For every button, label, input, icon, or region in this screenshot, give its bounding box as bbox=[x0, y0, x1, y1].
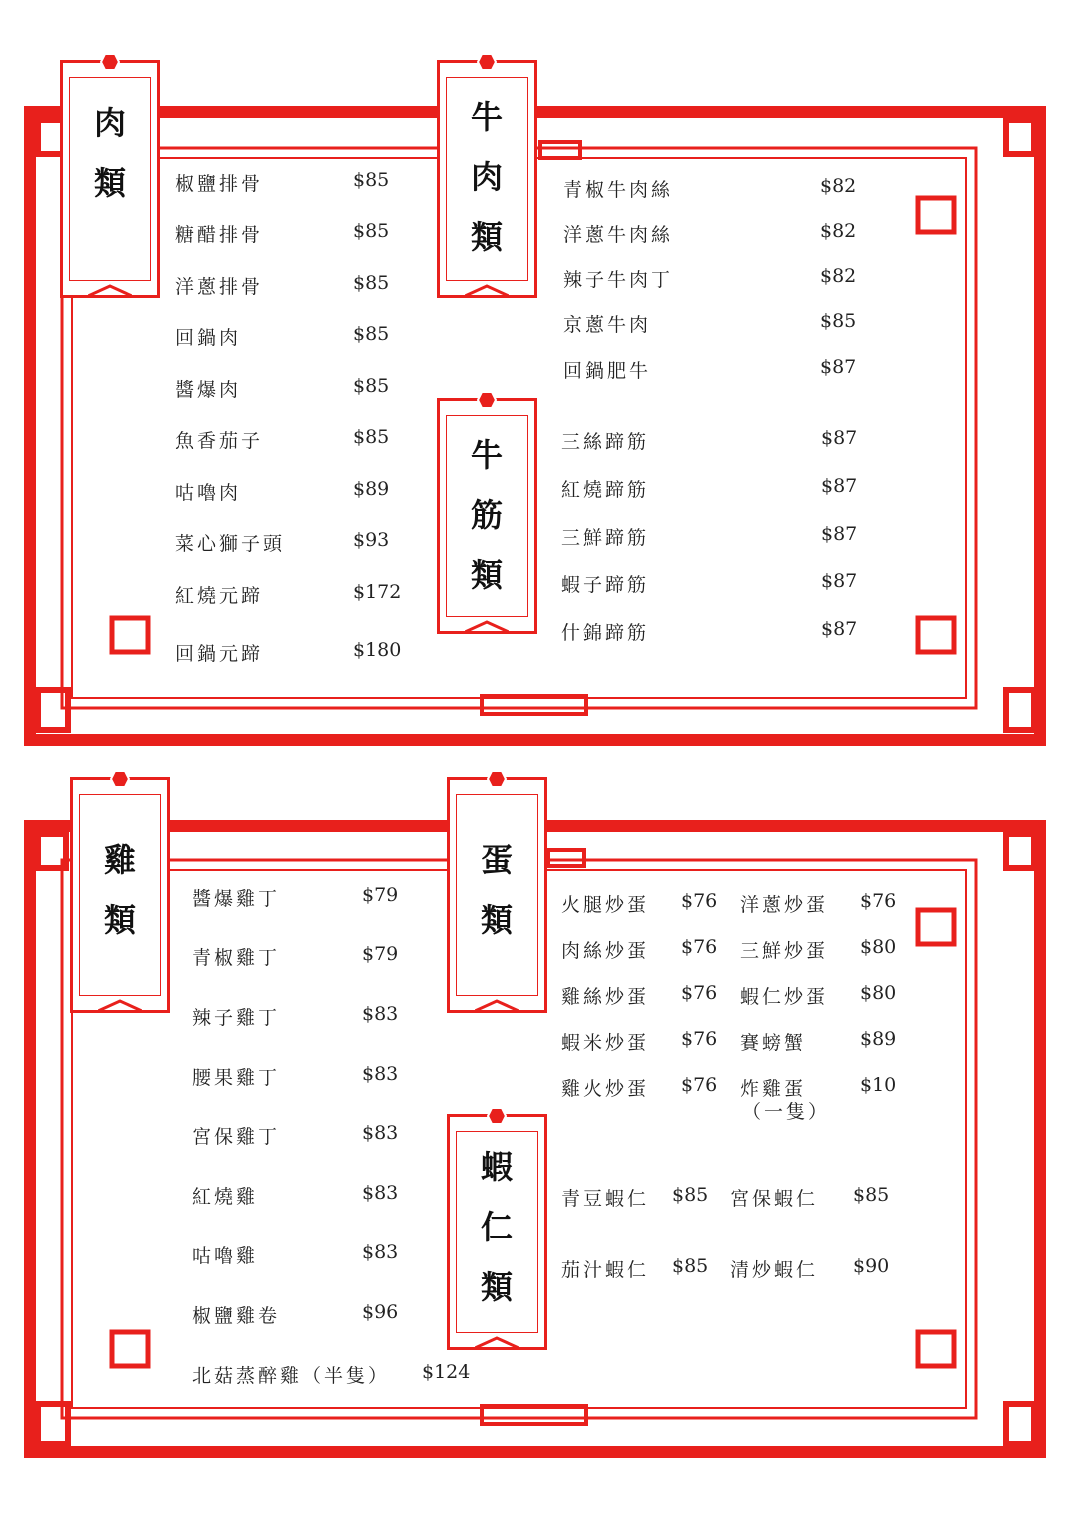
menu-item-price: $87 bbox=[821, 523, 858, 545]
menu-item-name: 紅燒蹄筋 bbox=[561, 479, 650, 501]
menu-item-price: $82 bbox=[820, 220, 857, 242]
notch-ornament-icon bbox=[475, 1336, 519, 1350]
menu-item-name: 菜心獅子頭 bbox=[175, 533, 286, 555]
menu-item-price: $83 bbox=[362, 1122, 399, 1144]
gem-ornament-icon bbox=[477, 52, 497, 72]
menu-item-name: 洋蔥炒蛋 bbox=[740, 894, 829, 916]
menu-item-name: 椒鹽排骨 bbox=[175, 173, 264, 195]
menu-item-name: 三絲蹄筋 bbox=[561, 431, 650, 453]
menu-item-price: $180 bbox=[353, 639, 402, 661]
menu-item-name: 清炒蝦仁 bbox=[730, 1259, 819, 1281]
tendon-category-tag bbox=[437, 398, 537, 634]
chicken-category-title: 雞 類 bbox=[103, 841, 136, 939]
menu-item-name: 醬爆肉 bbox=[175, 379, 242, 401]
menu-item-price: $76 bbox=[681, 890, 718, 912]
menu-item-name: 辣子牛肉丁 bbox=[563, 269, 674, 291]
menu-item-name: 洋蔥牛肉絲 bbox=[563, 224, 674, 246]
menu-item-price: $87 bbox=[821, 570, 858, 592]
menu-item-price: $85 bbox=[820, 310, 857, 332]
menu-item-name: 蝦仁炒蛋 bbox=[740, 986, 829, 1008]
menu-item-name: 火腿炒蛋 bbox=[561, 894, 650, 916]
menu-item-name: 醬爆雞丁 bbox=[192, 888, 281, 910]
menu-item-price: $87 bbox=[820, 356, 857, 378]
gem-ornament-icon bbox=[110, 769, 130, 789]
egg-category-title: 蛋 類 bbox=[480, 841, 513, 939]
chicken-category-tag bbox=[70, 777, 170, 1013]
notch-ornament-icon bbox=[465, 284, 509, 298]
menu-item-price: $87 bbox=[821, 475, 858, 497]
menu-item-name: 肉絲炒蛋 bbox=[561, 940, 650, 962]
menu-item-note: （一隻） bbox=[742, 1101, 831, 1123]
menu-item-name: 咕嚕雞 bbox=[192, 1245, 259, 1267]
menu-item-name: 雞火炒蛋 bbox=[561, 1078, 650, 1100]
menu-item-price: $85 bbox=[353, 272, 390, 294]
menu-item-name: 京蔥牛肉 bbox=[563, 314, 652, 336]
menu-item-price: $82 bbox=[820, 265, 857, 287]
menu-item-price: $76 bbox=[681, 1074, 718, 1096]
menu-item-price: $96 bbox=[362, 1301, 399, 1323]
menu-item-name: 糖醋排骨 bbox=[175, 224, 264, 246]
menu-item-name: 咕嚕肉 bbox=[175, 482, 242, 504]
menu-item-price: $76 bbox=[860, 890, 897, 912]
tendon-category-title: 牛 筋 類 bbox=[470, 436, 503, 594]
menu-item-price: $90 bbox=[853, 1255, 890, 1277]
menu-item-price: $85 bbox=[353, 426, 390, 448]
menu-item-name: 回鍋肥牛 bbox=[563, 360, 652, 382]
meat-category-title: 肉 類 bbox=[93, 104, 126, 202]
menu-item-name: 三鮮炒蛋 bbox=[740, 940, 829, 962]
menu-item-price: $76 bbox=[681, 936, 718, 958]
menu-item-price: $76 bbox=[681, 982, 718, 1004]
gem-ornament-icon bbox=[477, 390, 497, 410]
menu-item-price: $85 bbox=[853, 1184, 890, 1206]
menu-item-price: $83 bbox=[362, 1241, 399, 1263]
menu-item-price: $89 bbox=[353, 478, 390, 500]
beef-category-title: 牛 肉 類 bbox=[470, 98, 503, 256]
menu-item-price: $87 bbox=[821, 618, 858, 640]
menu-item-price: $83 bbox=[362, 1063, 399, 1085]
menu-item-name: 宮保蝦仁 bbox=[730, 1188, 819, 1210]
notch-ornament-icon bbox=[98, 999, 142, 1013]
menu-item-price: $124 bbox=[422, 1361, 471, 1383]
menu-item-price: $79 bbox=[362, 943, 399, 965]
menu-item-name: 三鮮蹄筋 bbox=[561, 527, 650, 549]
menu-item-name: 宮保雞丁 bbox=[192, 1126, 281, 1148]
beef-category-tag bbox=[437, 60, 537, 298]
menu-item-name: 蝦米炒蛋 bbox=[561, 1032, 650, 1054]
menu-item-name: 什錦蹄筋 bbox=[561, 622, 650, 644]
menu-item-name: 茄汁蝦仁 bbox=[561, 1259, 650, 1281]
menu-item-name: 青椒雞丁 bbox=[192, 947, 281, 969]
menu-item-price: $85 bbox=[353, 220, 390, 242]
menu-item-price: $82 bbox=[820, 175, 857, 197]
egg-category-tag bbox=[447, 777, 547, 1013]
menu-item-price: $85 bbox=[353, 375, 390, 397]
menu-item-price: $87 bbox=[821, 427, 858, 449]
shrimp-category-title: 蝦 仁 類 bbox=[480, 1148, 513, 1306]
menu-item-name: 賽螃蟹 bbox=[740, 1032, 807, 1054]
menu-item-name: 北菇蒸醉雞（半隻） bbox=[192, 1365, 391, 1387]
notch-ornament-icon bbox=[475, 999, 519, 1013]
menu-item-price: $172 bbox=[353, 581, 402, 603]
menu-item-price: $85 bbox=[353, 169, 390, 191]
menu-item-name: 辣子雞丁 bbox=[192, 1007, 281, 1029]
menu-item-name: 回鍋肉 bbox=[175, 327, 242, 349]
menu-item-price: $85 bbox=[672, 1184, 709, 1206]
menu-item-price: $79 bbox=[362, 884, 399, 906]
notch-ornament-icon bbox=[465, 620, 509, 634]
menu-item-price: $10 bbox=[860, 1074, 897, 1096]
menu-item-name: 青椒牛肉絲 bbox=[563, 179, 674, 201]
menu-item-price: $85 bbox=[353, 323, 390, 345]
menu-item-name: 魚香茄子 bbox=[175, 430, 264, 452]
menu-item-name: 腰果雞丁 bbox=[192, 1067, 281, 1089]
menu-item-price: $80 bbox=[860, 982, 897, 1004]
menu-item-name: 雞絲炒蛋 bbox=[561, 986, 650, 1008]
menu-item-name: 紅燒元蹄 bbox=[175, 585, 264, 607]
menu-item-price: $76 bbox=[681, 1028, 718, 1050]
menu-item-price: $93 bbox=[353, 529, 390, 551]
notch-ornament-icon bbox=[88, 284, 132, 298]
menu-item-name: 洋蔥排骨 bbox=[175, 276, 264, 298]
gem-ornament-icon bbox=[487, 769, 507, 789]
menu-item-name: 蝦子蹄筋 bbox=[561, 574, 650, 596]
menu-item-name: 炸雞蛋 bbox=[740, 1078, 807, 1100]
shrimp-category-tag bbox=[447, 1114, 547, 1350]
menu-item-name: 椒鹽雞卷 bbox=[192, 1305, 281, 1327]
menu-item-price: $89 bbox=[860, 1028, 897, 1050]
menu-item-name: 青豆蝦仁 bbox=[561, 1188, 650, 1210]
menu-item-price: $83 bbox=[362, 1182, 399, 1204]
menu-item-price: $83 bbox=[362, 1003, 399, 1025]
gem-ornament-icon bbox=[487, 1106, 507, 1126]
menu-item-name: 紅燒雞 bbox=[192, 1186, 259, 1208]
meat-category-tag bbox=[60, 60, 160, 298]
menu-item-name: 回鍋元蹄 bbox=[175, 643, 264, 665]
menu-item-price: $85 bbox=[672, 1255, 709, 1277]
menu-item-price: $80 bbox=[860, 936, 897, 958]
gem-ornament-icon bbox=[100, 52, 120, 72]
